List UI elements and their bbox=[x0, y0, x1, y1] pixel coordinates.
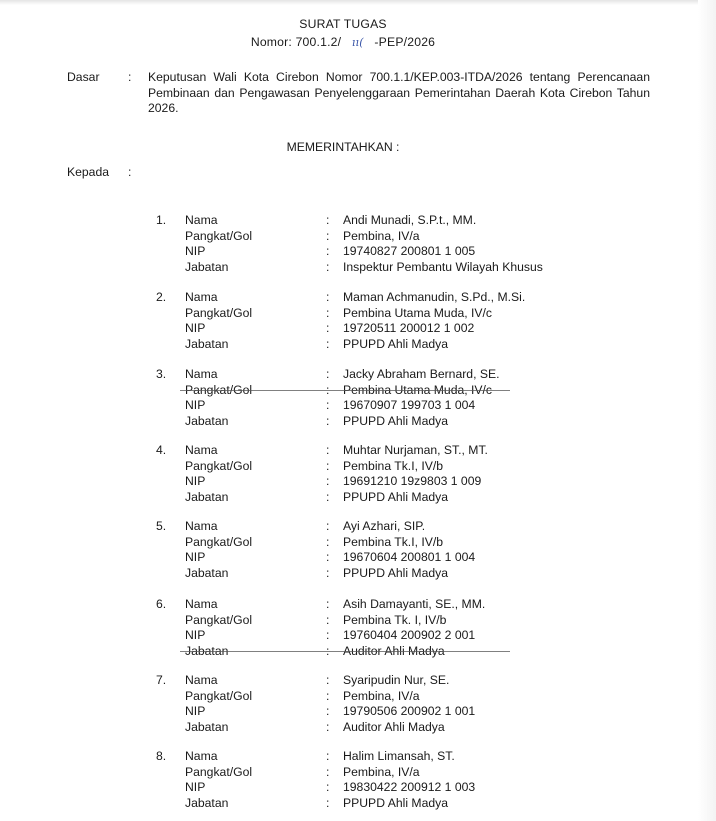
field-colon: : bbox=[326, 474, 330, 488]
field-label-nama: Nama bbox=[185, 597, 218, 611]
field-value-nama: Maman Achmanudin, S.Pd., M.Si. bbox=[343, 290, 526, 304]
field-label-nip: NIP bbox=[185, 321, 206, 335]
field-value-nip: 19670907 199703 1 004 bbox=[343, 398, 476, 412]
field-colon: : bbox=[326, 780, 330, 794]
field-value-nama: Syaripudin Nur, SE. bbox=[343, 673, 450, 687]
field-label-jabatan: Jabatan bbox=[185, 489, 229, 504]
field-colon: : bbox=[326, 628, 330, 642]
field-value-pangkat: Pembina, IV/a bbox=[343, 688, 420, 703]
field-label-nama: Nama bbox=[185, 749, 218, 763]
field-label-nip: NIP bbox=[185, 244, 206, 258]
person-row-jabatan bbox=[0, 720, 686, 736]
field-colon: : bbox=[326, 367, 330, 381]
field-colon: : bbox=[326, 719, 330, 734]
person-entry bbox=[0, 367, 686, 429]
person-number: 4. bbox=[156, 443, 167, 457]
field-value-pangkat: Pembina Utama Muda, IV/c bbox=[343, 305, 493, 320]
person-row-pangkat bbox=[0, 306, 686, 322]
field-colon: : bbox=[326, 305, 330, 320]
dasar-label: Dasar bbox=[67, 70, 100, 84]
field-colon: : bbox=[326, 443, 330, 457]
field-label-jabatan: Jabatan bbox=[185, 565, 229, 580]
field-label-nip: NIP bbox=[185, 628, 206, 642]
field-label-pangkat: Pangkat/Gol bbox=[185, 228, 253, 243]
field-label-pangkat: Pangkat/Gol bbox=[185, 534, 253, 549]
person-row-nama bbox=[0, 443, 686, 459]
field-value-nama: Asih Damayanti, SE., MM. bbox=[343, 597, 486, 611]
field-value-jabatan: PPUPD Ahli Madya bbox=[343, 489, 448, 504]
field-colon: : bbox=[326, 519, 330, 533]
person-row-nip bbox=[0, 244, 686, 260]
scan-right-shadow bbox=[698, 0, 716, 821]
field-label-nama: Nama bbox=[185, 213, 218, 227]
field-label-pangkat: Pangkat/Gol bbox=[185, 458, 253, 473]
command-heading: MEMERINTAHKAN : bbox=[286, 140, 400, 154]
field-colon: : bbox=[326, 290, 330, 304]
person-entry bbox=[0, 519, 686, 581]
field-colon: : bbox=[326, 336, 330, 351]
field-colon: : bbox=[326, 534, 330, 549]
person-row-nip bbox=[0, 628, 686, 644]
field-value-jabatan: PPUPD Ahli Madya bbox=[343, 795, 448, 810]
field-label-pangkat: Pangkat/Gol bbox=[185, 612, 253, 627]
person-number: 8. bbox=[156, 749, 167, 763]
field-label-nip: NIP bbox=[185, 550, 206, 564]
field-label-pangkat: Pangkat/Gol bbox=[185, 305, 253, 320]
field-value-nama: Andi Munadi, S.P.t., MM. bbox=[343, 213, 477, 227]
person-row-nama bbox=[0, 367, 686, 383]
field-value-nip: 19830422 200912 1 003 bbox=[343, 780, 476, 794]
field-value-jabatan: Inspektur Pembantu Wilayah Khusus bbox=[343, 259, 543, 274]
person-row-nama bbox=[0, 749, 686, 765]
person-row-jabatan bbox=[0, 260, 686, 276]
field-label-nip: NIP bbox=[185, 474, 206, 488]
field-label-jabatan: Jabatan bbox=[185, 336, 229, 351]
field-colon: : bbox=[326, 458, 330, 473]
field-colon: : bbox=[326, 565, 330, 580]
kepada-colon: : bbox=[128, 165, 132, 179]
document-number bbox=[0, 35, 686, 51]
person-row-pangkat bbox=[0, 689, 686, 705]
field-value-pangkat: Pembina, IV/a bbox=[343, 764, 420, 779]
person-row-nip bbox=[0, 704, 686, 720]
nomor-prefix: Nomor: 700.1.2/ bbox=[250, 35, 342, 49]
field-value-nama: Muhtar Nurjaman, ST., MT. bbox=[343, 443, 488, 457]
person-row-jabatan bbox=[0, 337, 686, 353]
field-value-nama: Jacky Abraham Bernard, SE. bbox=[343, 367, 500, 381]
field-value-nip: 19790506 200902 1 001 bbox=[343, 704, 476, 718]
person-entry bbox=[0, 290, 686, 352]
field-value-pangkat: Pembina Tk.I, IV/b bbox=[343, 458, 444, 473]
field-colon: : bbox=[326, 597, 330, 611]
field-colon: : bbox=[326, 413, 330, 428]
person-row-nama bbox=[0, 290, 686, 306]
field-colon: : bbox=[326, 398, 330, 412]
person-number: 1. bbox=[156, 213, 167, 227]
person-row-jabatan bbox=[0, 796, 686, 812]
person-row-jabatan bbox=[0, 566, 686, 582]
document-title: SURAT TUGAS bbox=[299, 17, 387, 31]
field-colon: : bbox=[326, 489, 330, 504]
person-row-nip bbox=[0, 780, 686, 796]
field-label-nama: Nama bbox=[185, 367, 218, 381]
field-value-nip: 19740827 200801 1 005 bbox=[343, 244, 476, 258]
person-entry bbox=[0, 213, 686, 275]
person-row-pangkat bbox=[0, 613, 686, 629]
field-label-nip: NIP bbox=[185, 780, 206, 794]
kepada-label: Kepada bbox=[67, 165, 110, 179]
nomor-suffix: -PEP/2026 bbox=[374, 35, 436, 49]
field-colon: : bbox=[326, 321, 330, 335]
field-value-pangkat: Pembina Tk.I, IV/b bbox=[343, 534, 444, 549]
person-row-nama bbox=[0, 673, 686, 689]
field-value-nama: Halim Limansah, ST. bbox=[343, 749, 455, 763]
person-number: 3. bbox=[156, 367, 167, 381]
field-value-jabatan: PPUPD Ahli Madya bbox=[343, 336, 448, 351]
field-value-nip: 19720511 200012 1 002 bbox=[343, 321, 475, 335]
field-colon: : bbox=[326, 259, 330, 274]
field-label-nama: Nama bbox=[185, 290, 218, 304]
person-entry bbox=[0, 443, 686, 505]
field-colon: : bbox=[326, 550, 330, 564]
field-value-nip: 19691210 19z9803 1 009 bbox=[343, 474, 482, 488]
field-label-nip: NIP bbox=[185, 398, 206, 412]
person-number: 2. bbox=[156, 290, 167, 304]
field-colon: : bbox=[326, 612, 330, 627]
person-number: 5. bbox=[156, 519, 167, 533]
person-row-nip bbox=[0, 550, 686, 566]
field-label-pangkat: Pangkat/Gol bbox=[185, 688, 253, 703]
person-row-nama bbox=[0, 597, 686, 613]
scan-top-shadow bbox=[0, 0, 716, 5]
field-label-jabatan: Jabatan bbox=[185, 259, 229, 274]
field-colon: : bbox=[326, 673, 330, 687]
field-label-nama: Nama bbox=[185, 443, 218, 457]
person-row-pangkat bbox=[0, 765, 686, 781]
field-label-pangkat: Pangkat/Gol bbox=[185, 764, 253, 779]
person-row-nama bbox=[0, 213, 686, 229]
field-colon: : bbox=[326, 688, 330, 703]
person-row-pangkat bbox=[0, 229, 686, 245]
person-row-nip bbox=[0, 321, 686, 337]
field-colon: : bbox=[326, 228, 330, 243]
person-row-jabatan bbox=[0, 414, 686, 430]
field-value-nip: 19670604 200801 1 004 bbox=[343, 550, 476, 564]
field-label-jabatan: Jabatan bbox=[185, 413, 229, 428]
person-row-pangkat bbox=[0, 459, 686, 475]
scan-streak bbox=[180, 651, 510, 652]
person-row-nama bbox=[0, 519, 686, 535]
field-label-nip: NIP bbox=[185, 704, 206, 718]
person-entry bbox=[0, 597, 686, 659]
field-colon: : bbox=[326, 213, 330, 227]
field-colon: : bbox=[326, 244, 330, 258]
person-row-pangkat bbox=[0, 535, 686, 551]
dasar-text: Keputusan Wali Kota Cirebon Nomor 700.1.1/KEP.003-ITDA/2026 tentang Perencanaan Pembinaan dan Pengawasan Penyelenggaraan Pemerintahan Daerah Kota Cirebon Tahun 2026. bbox=[148, 70, 650, 115]
person-entry bbox=[0, 749, 686, 811]
field-value-pangkat: Pembina Tk. I, IV/b bbox=[343, 612, 447, 627]
field-value-jabatan: Auditor Ahli Madya bbox=[343, 719, 445, 734]
field-colon: : bbox=[326, 764, 330, 779]
field-value-jabatan: PPUPD Ahli Madya bbox=[343, 565, 448, 580]
field-value-nip: 19760404 200902 2 001 bbox=[343, 628, 476, 642]
field-label-jabatan: Jabatan bbox=[185, 719, 229, 734]
field-value-pangkat: Pembina, IV/a bbox=[343, 228, 420, 243]
person-number: 6. bbox=[156, 597, 167, 611]
field-colon: : bbox=[326, 704, 330, 718]
person-row-nip bbox=[0, 474, 686, 490]
field-value-nama: Ayi Azhari, SIP. bbox=[343, 519, 426, 533]
handwritten-number: ıı( bbox=[351, 36, 364, 49]
dasar-colon: : bbox=[128, 70, 132, 84]
field-colon: : bbox=[326, 749, 330, 763]
field-label-nama: Nama bbox=[185, 673, 218, 687]
scan-streak bbox=[180, 390, 510, 391]
person-row-jabatan bbox=[0, 490, 686, 506]
field-colon: : bbox=[326, 795, 330, 810]
person-row-nip bbox=[0, 398, 686, 414]
person-entry bbox=[0, 673, 686, 735]
field-label-jabatan: Jabatan bbox=[185, 795, 229, 810]
field-value-jabatan: PPUPD Ahli Madya bbox=[343, 413, 448, 428]
person-number: 7. bbox=[156, 673, 167, 687]
field-label-nama: Nama bbox=[185, 519, 218, 533]
